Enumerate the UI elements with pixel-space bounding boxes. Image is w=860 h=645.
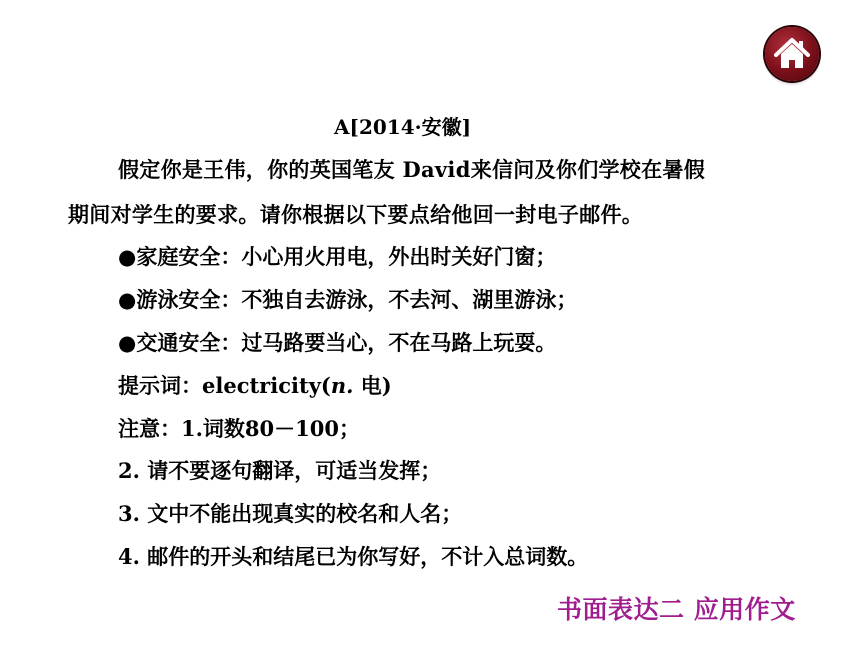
- note-2: 2. 请不要逐句翻译，可适当发挥；: [118, 458, 442, 483]
- bullet-traffic-safety: ●交通安全：过马路要当心，不在马路上玩耍。: [118, 330, 557, 355]
- home-icon: [765, 27, 819, 81]
- bullet-swimming-safety: ●游泳安全：不独自去游泳，不去河、湖里游泳；: [118, 287, 578, 312]
- section-footer-label: 书面表达二 应用作文: [557, 595, 796, 624]
- prompt-line-2: 期间对学生的要求。请你根据以下要点给他回一封电子邮件。: [68, 202, 644, 227]
- hint-part-of-speech: n.: [330, 373, 354, 398]
- home-button[interactable]: [765, 27, 819, 81]
- note-4: 4. 邮件的开头和结尾已为你写好，不计入总词数。: [118, 544, 589, 569]
- note-3: 3. 文中不能出现真实的校名和人名；: [118, 501, 463, 526]
- hint-prefix: 提示词：electricity(: [118, 373, 331, 398]
- bullet-home-safety: ●家庭安全：小心用火用电，外出时关好门窗；: [118, 244, 557, 269]
- hint-suffix: 电): [353, 373, 392, 398]
- note-1: 注意：1.词数80－100；: [118, 416, 360, 441]
- exercise-title: A[2014·安徽]: [334, 115, 472, 139]
- prompt-line-1: 假定你是王伟，你的英国笔友 David来信问及你们学校在暑假: [118, 157, 705, 182]
- hint-words: [118, 373, 392, 399]
